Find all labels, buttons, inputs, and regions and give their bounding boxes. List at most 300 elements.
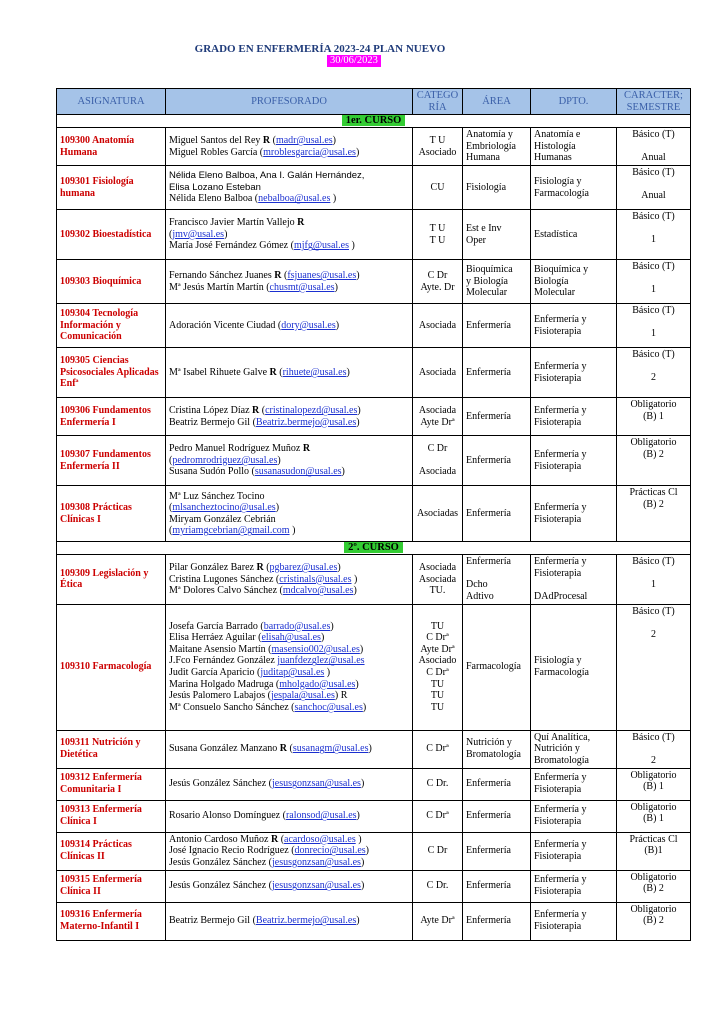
email-link[interactable]: jesusgonzsan@usal.es xyxy=(272,778,361,790)
character-cell xyxy=(617,768,691,800)
professor-line: Rosario Alonso Domínguez (ralonsod@usal.es) xyxy=(169,810,360,822)
professors-cell xyxy=(166,832,413,870)
area-line: Enfermería xyxy=(466,915,511,927)
category-cell xyxy=(413,304,463,348)
character-cell xyxy=(617,166,691,210)
email-link[interactable]: mroblesgarcia@usal.es xyxy=(263,146,356,158)
category-line: Asociada xyxy=(418,366,457,378)
category-line: C Drª xyxy=(426,743,449,755)
course-row xyxy=(57,115,691,128)
table-row xyxy=(57,800,691,832)
email-link[interactable]: donrecio@usal.es xyxy=(294,845,366,857)
table-row xyxy=(57,555,691,604)
professor-line: Maitane Asensio Martín (masensio002@usal.es) xyxy=(169,643,364,655)
area-line: Enfermería xyxy=(466,410,511,422)
professor-line: Elisa Herráez Aguilar (elisah@usal.es) xyxy=(169,632,325,644)
table-row xyxy=(57,166,691,210)
table-row xyxy=(57,210,691,260)
department-line: Bromatología xyxy=(534,754,589,766)
category-line: TU xyxy=(430,620,445,632)
subject-cell: 109306 Fundamentos Enfermería I xyxy=(57,398,166,436)
professor-line: Nélida Eleno Balboa (nebalboa@usal.es ) xyxy=(169,193,337,205)
subject-cell: 109303 Bioquímica xyxy=(57,260,166,304)
area-line: Nutrición y xyxy=(466,737,512,749)
character-line: 2 xyxy=(651,372,656,384)
email-link[interactable]: madr@usal.es xyxy=(275,135,333,147)
character-cell xyxy=(617,436,691,486)
table-row xyxy=(57,832,691,870)
area-line: Enfermería xyxy=(466,880,511,892)
subject-cell: 109302 Bioestadística xyxy=(57,210,166,260)
email-link[interactable]: susanagm@usal.es xyxy=(292,743,369,755)
col-header-caracter: CARACTER; SEMESTRE xyxy=(617,89,691,115)
department-line: Fisioterapia xyxy=(534,886,582,898)
character-line: 1 xyxy=(651,284,656,296)
responsible-mark: R xyxy=(256,561,264,573)
character-line: Básico (T) xyxy=(632,167,675,179)
email-link[interactable]: pedromrodriguez@usal.es xyxy=(172,454,278,466)
subject-cell: 109301 Fisiología humana xyxy=(57,166,166,210)
professor-line: Mª Isabel Rihuete Galve R (rihuete@usal.es) xyxy=(169,366,350,378)
category-line: C Drª xyxy=(426,810,449,822)
category-cell xyxy=(413,210,463,260)
category-line xyxy=(416,455,459,467)
department-cell xyxy=(531,604,617,730)
category-line: TU xyxy=(430,690,445,702)
category-cell xyxy=(413,128,463,166)
col-header-categoria: CATEGO RÍA xyxy=(413,89,463,115)
department-line: Fisioterapia xyxy=(534,816,582,828)
professor-line: Jesús González Sánchez (jesusgonzsan@usal.es) xyxy=(169,856,365,868)
character-line xyxy=(620,617,687,629)
email-link[interactable]: mdcalvo@usal.es xyxy=(282,585,354,597)
responsible-mark: R xyxy=(270,833,279,845)
professor-line: Judit García Aparicio (juditap@usal.es ) xyxy=(169,667,331,679)
professor-line: Pilar González Barez R (pgbarez@usal.es) xyxy=(169,561,341,573)
area-cell xyxy=(463,128,531,166)
category-cell xyxy=(413,604,463,730)
category-line: TU. xyxy=(429,585,446,597)
subject-cell: 109314 Prácticas Clínicas II xyxy=(57,832,166,870)
professor-line: Mª Jesús Martín Martín (chusmt@usal.es) xyxy=(169,281,338,293)
professor-line: Marina Holgado Madruga (mholgado@usal.es) xyxy=(169,678,359,690)
subject-cell: 109300 Anatomía Humana xyxy=(57,128,166,166)
character-line: Anual xyxy=(641,152,666,164)
professor-line: Jesús González Sánchez (jesusgonzsan@usal.es) xyxy=(169,778,365,790)
table-row xyxy=(57,730,691,768)
course-row xyxy=(57,542,691,555)
category-line: Asociada xyxy=(418,561,457,573)
area-cell xyxy=(463,486,531,542)
email-link[interactable]: mjfg@usal.es xyxy=(293,240,349,252)
professor-line: Nélida Eleno Balboa, Ana I. Galán Hernández, xyxy=(169,170,365,182)
category-line: Ayte Drª xyxy=(420,643,455,655)
category-line: Asociada xyxy=(418,466,457,478)
area-cell xyxy=(463,260,531,304)
email-link[interactable]: Beatriz.bermejo@usal.es xyxy=(255,416,357,428)
email-link[interactable]: susanasudon@usal.es xyxy=(254,466,342,478)
department-cell xyxy=(531,870,617,902)
area-line: Est e Inv xyxy=(466,223,502,235)
area-line: y Biología xyxy=(466,275,508,287)
professor-line: Miguel Santos del Rey R (madr@usal.es) xyxy=(169,135,337,147)
email-link[interactable]: pgbarez@usal.es xyxy=(269,561,338,573)
department-line: Histología xyxy=(534,140,576,152)
department-cell xyxy=(531,902,617,940)
department-cell xyxy=(531,730,617,768)
email-link[interactable]: sanchoc@usal.es xyxy=(294,701,363,713)
area-line: Farmacología xyxy=(466,661,521,673)
department-line: Quí Analítica, xyxy=(534,731,591,743)
professor-line: Jesús González Sánchez (jesusgonzsan@usal.es) xyxy=(169,880,365,892)
character-line: (B) 2 xyxy=(643,883,664,895)
department-line: Enfermería y xyxy=(534,314,587,326)
subject-cell: 109313 Enfermería Clínica I xyxy=(57,800,166,832)
document-title: GRADO EN ENFERMERÍA 2023-24 PLAN NUEVO xyxy=(194,43,446,55)
email-link[interactable]: Beatriz.bermejo@usal.es xyxy=(255,915,357,927)
col-header-dpto: DPTO. xyxy=(531,89,617,115)
email-link[interactable]: fsjuanes@usal.es xyxy=(287,270,357,282)
character-line: Básico (T) xyxy=(632,261,675,273)
table-row xyxy=(57,398,691,436)
email-link[interactable]: myriamgcebrian@gmail.com xyxy=(172,525,290,537)
category-line: C Dr xyxy=(427,845,448,857)
category-cell xyxy=(413,260,463,304)
email-link[interactable]: ralonsod@usal.es xyxy=(285,810,357,822)
professors-cell xyxy=(166,768,413,800)
area-line xyxy=(466,568,527,580)
responsible-mark: R xyxy=(302,443,311,455)
area-line: Adtivo xyxy=(466,590,494,602)
character-line: 1 xyxy=(651,579,656,591)
area-cell xyxy=(463,902,531,940)
character-line: (B)1 xyxy=(644,845,663,857)
category-line: C Drª xyxy=(426,667,449,679)
table-row xyxy=(57,604,691,730)
table-row xyxy=(57,768,691,800)
department-line: Farmacología xyxy=(534,187,589,199)
professor-line: Miguel Robles García (mroblesgarcia@usal.es) xyxy=(169,146,360,158)
email-link[interactable]: juanfdezglez@usal.es xyxy=(277,655,365,667)
professor-line: Miryam González Cebrián xyxy=(169,513,276,525)
character-cell xyxy=(617,800,691,832)
department-line: Molecular xyxy=(534,287,576,299)
character-line: Básico (T) xyxy=(632,731,675,743)
area-line: Enfermería xyxy=(466,556,511,568)
date-badge: 30/06/2023 xyxy=(327,55,381,67)
professors-cell xyxy=(166,730,413,768)
area-cell xyxy=(463,800,531,832)
area-line: Enfermería xyxy=(466,366,511,378)
category-line: TU xyxy=(430,678,445,690)
area-line: Anatomía y xyxy=(466,129,513,141)
character-line: (B) 1 xyxy=(643,813,664,825)
area-line: Molecular xyxy=(466,287,508,299)
department-line: Enfermería y xyxy=(534,361,587,373)
professor-line: Pedro Manuel Rodríguez Muñoz R xyxy=(169,443,311,455)
department-line: Fisioterapia xyxy=(534,460,582,472)
area-cell xyxy=(463,832,531,870)
professor-line: Beatriz Bermejo Gil (Beatriz.bermejo@usal.es) xyxy=(169,416,360,428)
character-line: Obligatorio xyxy=(630,903,677,915)
department-line: Anatomía e xyxy=(534,129,581,141)
category-line: C Dr. xyxy=(426,880,449,892)
area-line: Enfermería xyxy=(466,319,511,331)
category-line: C Dr. xyxy=(426,778,449,790)
area-cell xyxy=(463,555,531,604)
email-link[interactable]: jesusgonzsan@usal.es xyxy=(272,856,361,868)
category-line: TU xyxy=(430,701,445,713)
professor-line: Susana Sudón Pollo (susanasudon@usal.es) xyxy=(169,466,345,478)
professors-cell xyxy=(166,902,413,940)
area-cell xyxy=(463,348,531,398)
area-line: Bioquímica xyxy=(466,264,513,276)
professors-cell xyxy=(166,128,413,166)
department-cell xyxy=(531,486,617,542)
email-link[interactable]: masensio002@usal.es xyxy=(271,643,360,655)
email-link[interactable]: acardoso@usal.es xyxy=(284,833,356,845)
category-line: Asociado xyxy=(418,655,457,667)
area-line: Enfermería xyxy=(466,845,511,857)
department-cell xyxy=(531,348,617,398)
character-line xyxy=(620,141,687,153)
course-label: 2º. CURSO xyxy=(344,542,403,553)
category-line: Ayte Drª xyxy=(420,416,455,428)
department-cell xyxy=(531,260,617,304)
table-row xyxy=(57,870,691,902)
department-line: Enfermería y xyxy=(534,804,587,816)
character-line: Básico (T) xyxy=(632,349,675,361)
professor-line: (pedromrodriguez@usal.es) xyxy=(169,454,281,466)
character-line: (B) 1 xyxy=(643,781,664,793)
professor-line: Mª Dolores Calvo Sánchez (mdcalvo@usal.es) xyxy=(169,585,357,597)
character-cell xyxy=(617,604,691,730)
area-line: Bromatología xyxy=(466,749,521,761)
area-line: Enfermería xyxy=(466,778,511,790)
professors-cell xyxy=(166,800,413,832)
area-line: Dcho xyxy=(466,579,488,591)
area-cell xyxy=(463,730,531,768)
professors-cell xyxy=(166,348,413,398)
email-link[interactable]: cristinals@usal.es xyxy=(279,573,352,585)
department-cell xyxy=(531,832,617,870)
department-cell xyxy=(531,128,617,166)
professors-cell xyxy=(166,210,413,260)
category-line: T U xyxy=(429,135,446,147)
area-line: Embriología xyxy=(466,140,516,152)
professors-cell xyxy=(166,870,413,902)
department-cell xyxy=(531,800,617,832)
character-cell xyxy=(617,870,691,902)
category-cell xyxy=(413,436,463,486)
character-line xyxy=(620,317,687,329)
email-link[interactable]: chusmt@usal.es xyxy=(269,281,335,293)
character-line: 1 xyxy=(651,328,656,340)
character-line: Anual xyxy=(641,190,666,202)
professors-cell xyxy=(166,260,413,304)
email-link[interactable]: jespala@usal.es xyxy=(270,690,335,702)
area-cell xyxy=(463,398,531,436)
character-cell xyxy=(617,210,691,260)
category-cell xyxy=(413,870,463,902)
course-cell xyxy=(57,542,691,555)
department-line: Enfermería y xyxy=(534,874,587,886)
responsible-mark: R xyxy=(274,270,282,282)
category-cell xyxy=(413,768,463,800)
professor-line: Fernando Sánchez Juanes R (fsjuanes@usal.es) xyxy=(169,270,360,282)
professor-line: Adoración Vicente Ciudad (dory@usal.es) xyxy=(169,319,340,331)
department-line: Enfermería y xyxy=(534,772,587,784)
professor-line: (mlsancheztocino@usal.es) xyxy=(169,502,280,514)
area-cell xyxy=(463,166,531,210)
category-cell xyxy=(413,398,463,436)
character-line: Básico (T) xyxy=(632,129,675,141)
professor-line: Mª Luz Sánchez Tocino xyxy=(169,490,265,502)
professors-cell xyxy=(166,304,413,348)
character-line xyxy=(620,743,687,755)
professor-line: Jesús Palomero Labajos (jespala@usal.es) R xyxy=(169,690,348,702)
category-cell xyxy=(413,832,463,870)
professor-line: Cristina López Díaz R (cristinalopezd@usal.es) xyxy=(169,405,361,417)
department-cell xyxy=(531,555,617,604)
subject-cell: 109310 Farmacología xyxy=(57,604,166,730)
department-line: Fisioterapia xyxy=(534,567,582,579)
subject-cell: 109307 Fundamentos Enfermería II xyxy=(57,436,166,486)
department-line: Enfermería y xyxy=(534,405,587,417)
professors-cell xyxy=(166,166,413,210)
email-link[interactable]: juditap@usal.es xyxy=(260,667,325,679)
subject-cell: 109309 Legislación y Ética xyxy=(57,555,166,604)
department-line: Farmacología xyxy=(534,667,589,679)
area-line: Humana xyxy=(466,152,500,164)
department-cell xyxy=(531,768,617,800)
col-header-area: ÁREA xyxy=(463,89,531,115)
department-cell xyxy=(531,304,617,348)
department-line: Bioquímica y xyxy=(534,264,589,276)
subject-cell: 109315 Enfermería Clínica II xyxy=(57,870,166,902)
category-line: C Drª xyxy=(426,632,449,644)
professor-line: Josefa García Barrado (barrado@usal.es) xyxy=(169,620,334,632)
department-line: DAdProcesal xyxy=(534,590,588,602)
professor-line: Cristina Lugones Sánchez (cristinals@usal.es ) xyxy=(169,573,358,585)
email-link[interactable]: cristinalopezd@usal.es xyxy=(265,405,358,417)
professor-line: Francisco Javier Martín Vallejo R xyxy=(169,217,305,229)
email-link[interactable]: jmv@usal.es xyxy=(172,228,225,240)
email-link[interactable]: mholgado@usal.es xyxy=(279,678,356,690)
professor-line: (jmv@usal.es) xyxy=(169,228,228,240)
department-line: Fisioterapia xyxy=(534,325,582,337)
character-cell xyxy=(617,398,691,436)
character-line: Obligatorio xyxy=(630,871,677,883)
character-line: 2 xyxy=(651,628,656,640)
professor-line: (myriamgcebrian@gmail.com ) xyxy=(169,525,296,537)
responsible-mark: R xyxy=(297,217,305,229)
area-line: Enfermería xyxy=(466,454,511,466)
department-line: Humanas xyxy=(534,152,572,164)
professor-line: Mª Consuelo Sancho Sánchez (sanchoc@usal.es) xyxy=(169,701,367,713)
category-cell xyxy=(413,902,463,940)
email-link[interactable]: elisah@usal.es xyxy=(261,632,321,644)
department-cell xyxy=(531,398,617,436)
department-line: Enfermería y xyxy=(534,909,587,921)
department-cell xyxy=(531,166,617,210)
professor-line: Beatriz Bermejo Gil (Beatriz.bermejo@usal.es) xyxy=(169,915,360,927)
category-cell xyxy=(413,800,463,832)
character-line: Básico (T) xyxy=(632,211,675,223)
category-line: Asociado xyxy=(418,146,457,158)
department-line: Fisioterapia xyxy=(534,784,582,796)
character-line: (B) 2 xyxy=(643,448,664,460)
department-line: Enfermería y xyxy=(534,502,587,514)
area-line: Enfermería xyxy=(466,507,511,519)
department-line: Fisioterapia xyxy=(534,372,582,384)
character-cell xyxy=(617,304,691,348)
professors-cell xyxy=(166,555,413,604)
category-line: Ayte Drª xyxy=(420,915,455,927)
area-cell xyxy=(463,304,531,348)
category-cell xyxy=(413,348,463,398)
professors-cell xyxy=(166,436,413,486)
table-row xyxy=(57,128,691,166)
area-cell xyxy=(463,436,531,486)
email-link[interactable]: mlsancheztocino@usal.es xyxy=(172,502,276,514)
department-line: Biología xyxy=(534,275,569,287)
area-cell xyxy=(463,870,531,902)
area-line: Fisiología xyxy=(466,181,507,193)
category-cell xyxy=(413,555,463,604)
email-link[interactable]: rihuete@usal.es xyxy=(282,366,347,378)
email-link[interactable]: dory@usal.es xyxy=(281,319,336,331)
col-header-asignatura: ASIGNATURA xyxy=(57,89,166,115)
character-line: Prácticas Cl xyxy=(629,833,678,845)
category-line: Asociadas xyxy=(416,507,459,519)
character-line: (B) 2 xyxy=(643,915,664,927)
character-line: (B) 2 xyxy=(643,498,664,510)
category-cell xyxy=(413,166,463,210)
character-line: Básico (T) xyxy=(632,305,675,317)
professor-line: Antonio Cardoso Muñoz R (acardoso@usal.es ) xyxy=(169,833,362,845)
subject-cell: 109305 Ciencias Psicosociales Aplicadas Enfª xyxy=(57,348,166,398)
area-cell xyxy=(463,768,531,800)
character-line: (B) 1 xyxy=(643,410,664,422)
department-line: Enfermería y xyxy=(534,839,587,851)
table-header-row xyxy=(57,89,691,115)
table-row xyxy=(57,260,691,304)
professor-line: Susana González Manzano R (susanagm@usal.es) xyxy=(169,743,372,755)
character-cell xyxy=(617,260,691,304)
area-line: Oper xyxy=(466,234,486,246)
character-cell xyxy=(617,348,691,398)
department-line xyxy=(534,579,613,591)
category-line: CU xyxy=(430,181,445,193)
email-link[interactable]: barrado@usal.es xyxy=(263,620,331,632)
responsible-mark: R xyxy=(262,135,271,147)
category-cell xyxy=(413,730,463,768)
professor-line: José Ignacio Recio Rodríguez (donrecio@usal.es) xyxy=(169,845,370,857)
department-line: Fisiología y xyxy=(534,176,582,188)
department-line: Fisioterapia xyxy=(534,851,582,863)
category-cell xyxy=(413,486,463,542)
category-line: C Dr xyxy=(427,270,448,282)
table-row xyxy=(57,486,691,542)
email-link[interactable]: jesusgonzsan@usal.es xyxy=(272,880,361,892)
department-line: Fisioterapia xyxy=(534,416,582,428)
department-line: Enfermería y xyxy=(534,556,587,568)
email-link[interactable]: nebalboa@usal.es xyxy=(258,193,331,205)
area-line: Enfermería xyxy=(466,810,511,822)
category-line: Ayte. Dr xyxy=(420,281,455,293)
character-line: Prácticas Cl xyxy=(629,487,678,499)
